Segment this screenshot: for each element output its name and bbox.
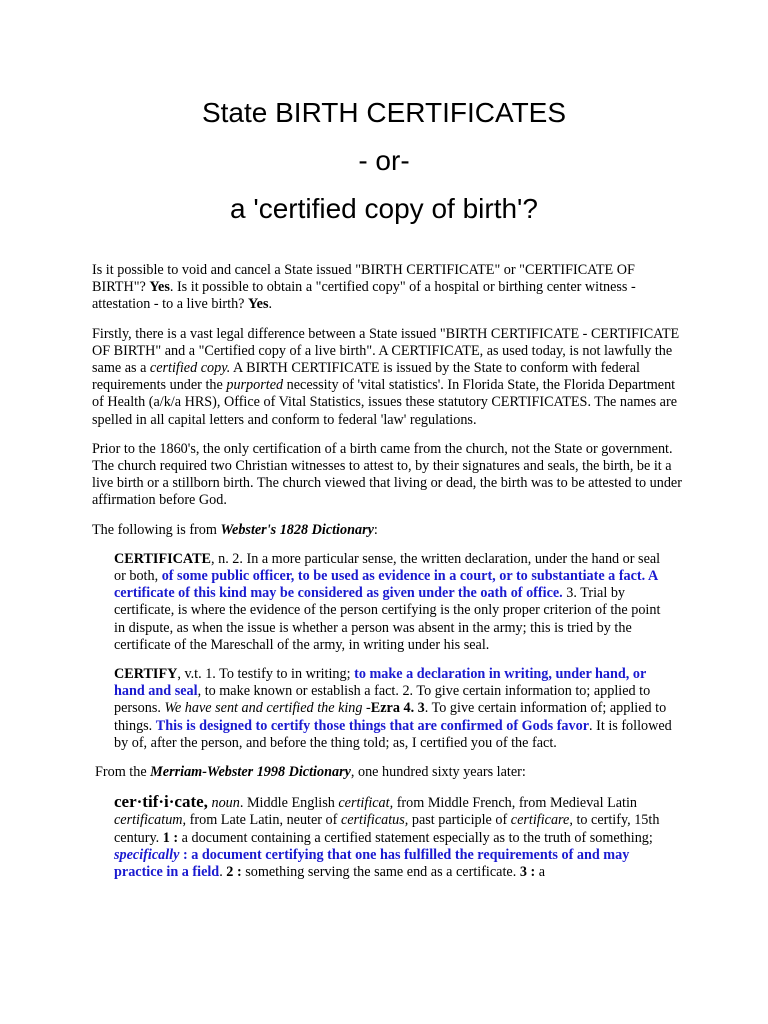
bold-text: Yes <box>149 279 170 296</box>
italic-text: certificare, <box>510 812 573 829</box>
dictionary-title: Webster's 1828 Dictionary <box>220 521 374 538</box>
document-body <box>92 262 682 893</box>
text: . <box>219 864 227 881</box>
text: , one hundred sixty years later: <box>350 764 526 781</box>
title-line-3: a 'certified copy of birth'? <box>230 193 538 224</box>
paragraph-intro <box>92 262 682 314</box>
highlighted-text: specifically <box>114 846 180 863</box>
title-line-1: State BIRTH CERTIFICATES <box>201 97 567 128</box>
text: 3. Trial by certificate, is where the evidence of the person certifying is the only proper criterion of the point in dispute, as when the issue is whether a person was absent in the army; this is tried by the certificate of the Mareschall of the army, in writing under his seal. <box>114 585 661 653</box>
text: to certify, 15th century. <box>114 812 660 846</box>
bold-text: Yes <box>248 296 269 313</box>
text: . It is followed by of, after the person, and before the thing told; as, I certified you of the fact. <box>114 717 672 751</box>
italic-text: certificatum, <box>114 812 187 829</box>
paragraph-legal-difference <box>92 326 682 429</box>
paragraph-history: Prior to the 1860's, the only certification of a birth came from the church, not the State or government. The church required two Christian witnesses to attest to, by their signatures and seals, the birth, be it a live birth or a stillborn birth. The church viewed that living or dead, the birth was to be attested to under affirmation before God. <box>92 440 682 509</box>
text: a document containing a certified statement especially as to the truth of something; <box>178 829 653 846</box>
highlighted-text: of some public officer, to be used as evidence in a court, or to substantiate a fact. A certificate of this kind may be considered as given under the oath of office. <box>114 568 658 602</box>
italic-text: purported <box>226 377 284 394</box>
text: from Middle French, from Medieval Latin <box>393 795 638 812</box>
text: Is it possible to void and cancel a State issued "BIRTH CERTIFICATE" or "CERTIFICATE OF BIRTH"? <box>92 262 635 296</box>
italic-text: certified copy. <box>149 360 231 377</box>
text: a <box>535 864 546 881</box>
quote-merriam-definition <box>114 793 674 881</box>
scripture-reference: Ezra 4. 3 <box>370 700 425 717</box>
sense-number: 2 : <box>226 864 242 881</box>
definition-term: CERTIFY <box>114 666 178 683</box>
definition-term: cer·tif·i·cate, <box>114 792 208 812</box>
text: The following is from <box>92 521 221 538</box>
italic-text: noun <box>211 795 240 812</box>
text: from Late Latin, neuter of <box>186 812 341 829</box>
text: necessity of 'vital statistics'. In Florida State, the Florida Department of Health (a/k/a HRS), Office of Vital Statistics, issues these statutory CERTIFICATES. The names are spelled in all capital letters and conform to federal 'law' regulations. <box>92 377 678 428</box>
sense-number: 3 : <box>519 864 536 881</box>
text: . To give certain information of; applied to things. <box>114 700 667 734</box>
text: , v.t. 1. To testify to in writing; <box>177 666 355 683</box>
paragraph-merriam-intro <box>95 764 682 781</box>
text: , n. 2. In a more particular sense, the written declaration, under the hand or seal or both, <box>114 550 661 585</box>
quote-certificate-definition <box>114 551 674 654</box>
text: . <box>268 296 273 313</box>
highlighted-text: This is designed to certify those things that are confirmed of Gods favor <box>155 717 590 734</box>
text: past participle of <box>408 812 511 829</box>
definition-term: CERTIFICATE <box>114 550 211 567</box>
highlighted-text: : a document certifying that one has fulfilled the requirements of and may practice in a field <box>114 846 630 881</box>
paragraph-webster-intro <box>92 522 682 539</box>
text: From the <box>95 764 151 781</box>
italic-text: certificat, <box>338 795 394 812</box>
highlighted-text: to make a declaration in writing, under hand, or hand and seal <box>114 666 647 700</box>
text: , to make known or establish a fact. 2. To give certain information to; applied to persons. <box>114 683 651 717</box>
italic-text: certificatus, <box>340 812 409 829</box>
sense-number: 1 : <box>162 829 179 846</box>
text: - <box>362 700 371 717</box>
text: . Is it possible to obtain a "certified copy" of a hospital or birthing center witness - attestation - to a live birth? <box>92 279 636 313</box>
text: A BIRTH CERTIFICATE is issued by the State to conform with federal requirements under the <box>92 360 640 394</box>
title-line-2: - or- <box>358 145 410 176</box>
text: . Middle English <box>239 795 339 812</box>
quote-certify-definition <box>114 666 674 752</box>
dictionary-title: Merriam-Webster 1998 Dictionary <box>150 764 351 781</box>
text: Firstly, there is a vast legal difference between a State issued "BIRTH CERTIFICATE - CERTIFICATE OF BIRTH" and a "Certified copy of a live birth". A CERTIFICATE, as used today, is not lawfully the same as a <box>92 325 680 377</box>
text: something serving the same end as a certificate. <box>241 864 520 881</box>
text: : <box>373 521 378 538</box>
italic-text: We have sent and certified the king <box>164 700 363 717</box>
